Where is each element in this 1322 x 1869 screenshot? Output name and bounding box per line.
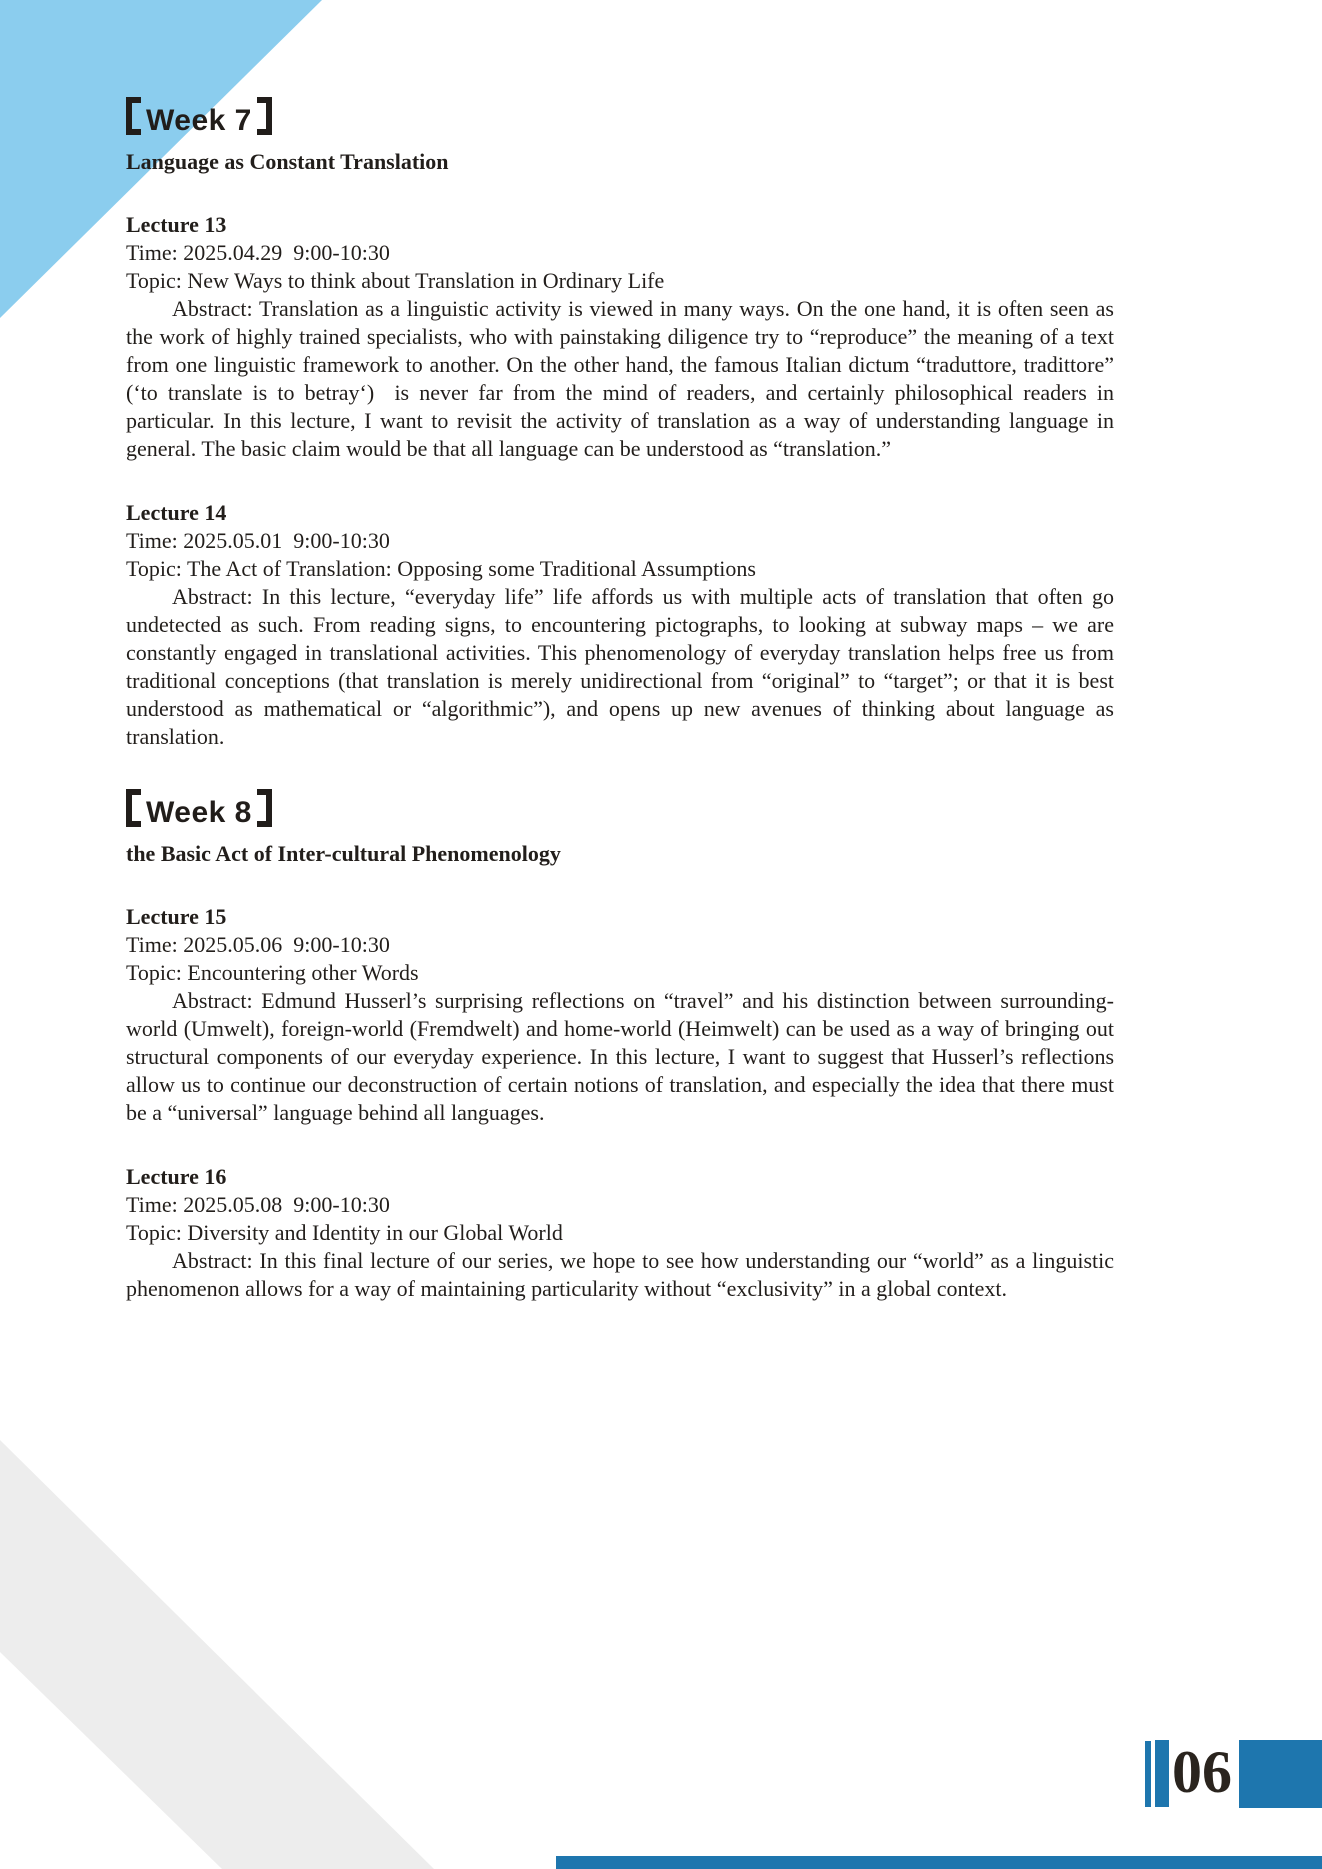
page-number-thin-accent-bar [1145, 1741, 1151, 1807]
lecture-14-topic: Topic: The Act of Translation: Opposing some Traditional Assumptions [126, 556, 756, 581]
lecture-15-topic: Topic: Encountering other Words [126, 960, 419, 985]
lecture-13-topic: Topic: New Ways to think about Translation in Ordinary Life [126, 268, 665, 293]
lecture-14-block [126, 499, 1120, 751]
left-lenticular-bracket-icon [126, 789, 141, 827]
lecture-16-block [126, 1163, 1120, 1303]
lecture-16-topic: Topic: Diversity and Identity in our Global World [126, 1220, 563, 1245]
lecture-13-block [126, 211, 1120, 463]
week-8-section [126, 789, 1120, 1303]
lecture-16-abstract: Abstract: In this final lecture of our series, we hope to see how understanding our “world” as a linguistic phenomenon allows for a way of maintaining particularity without “exclusivity” in a global context. [126, 1248, 1120, 1301]
page-content [126, 0, 1120, 1303]
week-7-heading [126, 97, 1114, 140]
lecture-16-title: Lecture 16 [126, 1164, 227, 1189]
bottom-edge-accent-bar [556, 1856, 1322, 1869]
page-number-blue-block [1239, 1740, 1322, 1808]
week-7-section [126, 97, 1120, 751]
left-lenticular-bracket-icon [126, 97, 141, 135]
lecture-13-title: Lecture 13 [126, 212, 227, 237]
lecture-15-time: Time: 2025.05.06 9:00-10:30 [126, 932, 390, 957]
lecture-14-abstract: Abstract: In this lecture, “everyday life” life affords us with multiple acts of translation that often go undetected as such. From reading signs, to encountering pictographs, to looking at subway maps – we are constantly engaged in translational activities. This phenomenology of everyday translation helps free us from traditional conceptions (that translation is merely unidirectional from “original” to “target”; or that it is best understood as mathematical or “algorithmic”), and opens up new avenues of thinking about language as translation. [126, 584, 1120, 749]
lecture-14-title: Lecture 14 [126, 500, 227, 525]
page-number-thick-accent-bar [1155, 1740, 1169, 1807]
week-8-heading-text: Week 8 [146, 796, 252, 829]
week-7-heading-text: Week 7 [146, 104, 252, 137]
lecture-14-time: Time: 2025.05.01 9:00-10:30 [126, 528, 390, 553]
lecture-16-time: Time: 2025.05.08 9:00-10:30 [126, 1192, 390, 1217]
lecture-13-abstract: Abstract: Translation as a linguistic activity is viewed in many ways. On the one hand, it is often seen as the work of highly trained specialists, who with painstaking diligence try to “reproduce” the meaning of a text from one linguistic framework to another. On the other hand, the famous Italian dictum “traduttore, tradittore” (‘to translate is to betray‘) is never far from the mind of readers, and certainly philosophical readers in particular. In this lecture, I want to revisit the activity of translation as a way of understanding language in general. The basic claim would be that all language can be understood as “translation.” [126, 296, 1120, 461]
right-lenticular-bracket-icon [257, 789, 272, 827]
lecture-15-block [126, 903, 1120, 1127]
page-number: 06 [1172, 1739, 1232, 1805]
week-7-subtitle: Language as Constant Translation [126, 149, 449, 174]
right-lenticular-bracket-icon [257, 97, 272, 135]
week-8-subtitle: the Basic Act of Inter-cultural Phenomenology [126, 841, 561, 866]
lecture-15-title: Lecture 15 [126, 904, 227, 929]
week-8-heading [126, 789, 1114, 832]
lecture-15-abstract: Abstract: Edmund Husserl’s surprising reflections on “travel” and his distinction between surrounding-world (Umwelt), foreign-world (Fremdwelt) and home-world (Heimwelt) can be used as a way of bringing out structural components of our everyday experience. In this lecture, I want to suggest that Husserl’s reflections allow us to continue our deconstruction of certain notions of translation, and especially the idea that there must be a “universal” language behind all languages. [126, 988, 1120, 1125]
lecture-13-time: Time: 2025.04.29 9:00-10:30 [126, 240, 390, 265]
